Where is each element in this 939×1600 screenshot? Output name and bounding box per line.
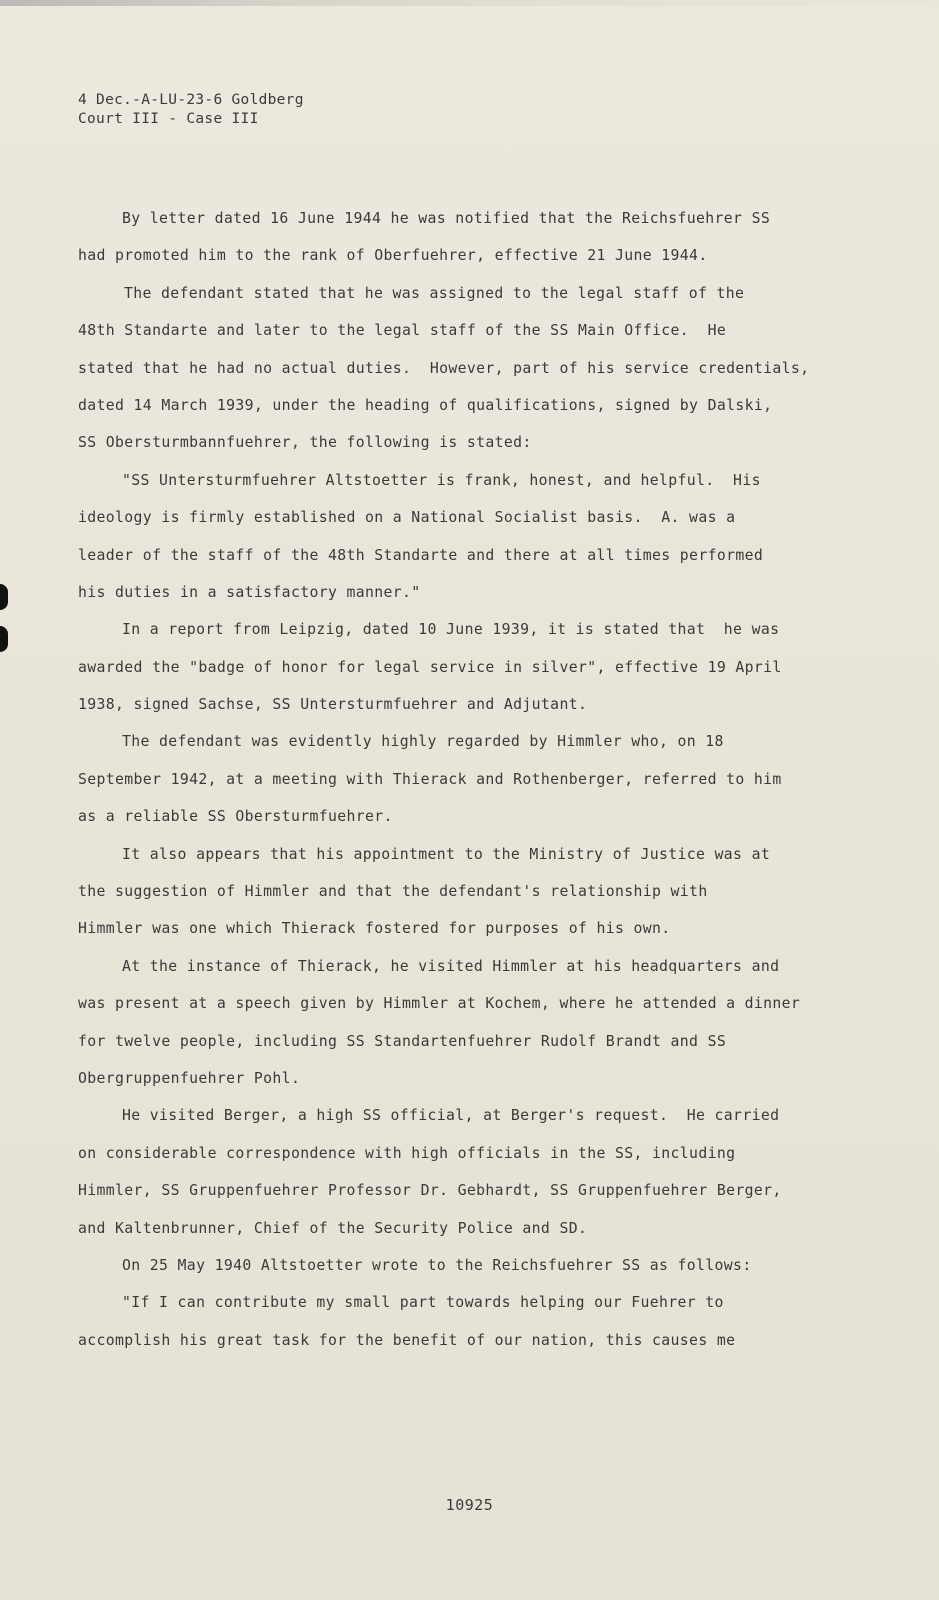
text-line: accomplish his great task for the benefit of our nation, this causes me [78,1331,736,1349]
page-top-edge [0,0,939,6]
punch-hole-lower [0,626,8,652]
text-line: "If I can contribute my small part towards helping our Fuehrer to [122,1294,724,1312]
text-line: for twelve people, including SS Standartenfuehrer Rudolf Brandt and SS [78,1032,727,1050]
text-line: SS Obersturmbannfuehrer, the following is stated: [78,434,532,452]
text-line: 48th Standarte and later to the legal staff of the SS Main Office. He [78,322,727,340]
text-line: The defendant stated that he was assigned to the legal staff of the [124,284,745,302]
header-reference: 4 Dec.-A-LU-23-6 Goldberg [78,92,304,108]
document-body [78,210,878,1369]
text-line: On 25 May 1940 Altstoetter wrote to the Reichsfuehrer SS as follows: [122,1256,752,1274]
text-line: September 1942, at a meeting with Thierack and Rothenberger, referred to him [78,770,782,788]
text-line: The defendant was evidently highly regarded by Himmler who, on 18 [122,733,724,751]
text-line: In a report from Leipzig, dated 10 June 1939, it is stated that he was [122,621,780,639]
header-court: Court III - Case III [78,111,259,127]
text-line: By letter dated 16 June 1944 he was notified that the Reichsfuehrer SS [122,210,771,227]
text-line: was present at a speech given by Himmler at Kochem, where he attended a dinner [78,995,801,1013]
text-line: It also appears that his appointment to the Ministry of Justice was at [122,845,771,863]
text-line: stated that he had no actual duties. However, part of his service credentials, [78,359,810,377]
text-line: his duties in a satisfactory manner." [78,583,421,601]
text-line: had promoted him to the rank of Oberfuehrer, effective 21 June 1944. [78,247,708,265]
text-line: leader of the staff of the 48th Standarte and there at all times performed [78,546,764,564]
text-line: and Kaltenbrunner, Chief of the Security Police and SD. [78,1219,588,1237]
text-line: "SS Untersturmfuehrer Altstoetter is frank, honest, and helpful. His [122,471,761,489]
text-line: on considerable correspondence with high officials in the SS, including [78,1144,736,1162]
text-line: Himmler was one which Thierack fostered for purposes of his own. [78,920,671,938]
text-line: 1938, signed Sachse, SS Untersturmfuehrer and Adjutant. [78,696,588,714]
punch-hole-upper [0,584,8,610]
page-number: 10925 [445,1496,494,1514]
text-line: dated 14 March 1939, under the heading of qualifications, signed by Dalski, [78,396,773,414]
text-line: ideology is firmly established on a National Socialist basis. A. was a [78,509,736,527]
text-line: Himmler, SS Gruppenfuehrer Professor Dr. Gebhardt, SS Gruppenfuehrer Berger, [78,1182,782,1200]
document-header [78,91,304,129]
text-line: He visited Berger, a high SS official, at Berger's request. He carried [122,1107,780,1125]
text-line: At the instance of Thierack, he visited Himmler at his headquarters and [122,957,780,975]
text-line: awarded the "badge of honor for legal service in silver", effective 19 April [78,658,782,676]
text-line: Obergruppenfuehrer Pohl. [78,1069,301,1087]
text-line: the suggestion of Himmler and that the defendant's relationship with [78,883,708,901]
text-line: as a reliable SS Obersturmfuehrer. [78,808,393,826]
